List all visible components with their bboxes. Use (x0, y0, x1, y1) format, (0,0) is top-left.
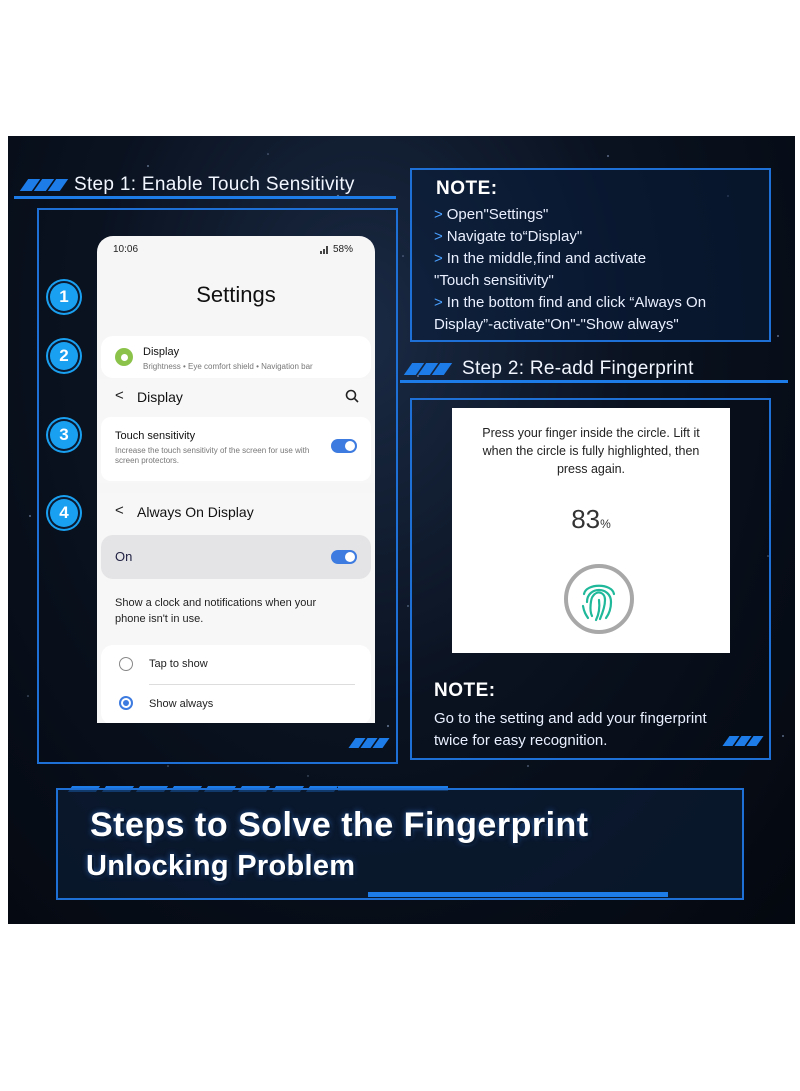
touch-sensitivity-label: Touch sensitivity (115, 430, 196, 442)
banner-title-line1: Steps to Solve the Fingerprint (90, 806, 589, 844)
show-always-radio[interactable] (119, 696, 133, 710)
corner-chevron-icon (726, 736, 760, 746)
aod-on-row[interactable] (101, 535, 371, 579)
corner-chevron-icon (352, 738, 386, 748)
step-number-2: 2 (50, 342, 78, 370)
status-battery-area (320, 244, 353, 255)
step-number-1: 1 (50, 283, 78, 311)
back-arrow-icon[interactable]: < (115, 502, 124, 519)
touch-sensitivity-toggle[interactable] (331, 439, 357, 453)
step1-header (24, 174, 355, 196)
step2-title: Step 2: Re-add Fingerprint (462, 358, 694, 379)
signal-icon (320, 246, 330, 254)
aod-description: Show a clock and notifications when your phone isn't in use. (115, 597, 317, 625)
title-banner (56, 788, 744, 900)
note2-line-2: twice for easy recognition. (434, 732, 608, 749)
banner-title-line2: Unlocking Problem (86, 850, 356, 882)
note1-title: NOTE: (436, 178, 498, 199)
fingerprint-instructions: Press your finger inside the circle. Lift it when the circle is fully highlighted, then press again. (482, 426, 700, 476)
display-settings-icon (115, 348, 133, 366)
step-number-3: 3 (50, 421, 78, 449)
settings-title: Settings (196, 282, 276, 307)
option-divider (149, 684, 355, 685)
aod-options (101, 645, 371, 723)
note1-line-5: > In the bottom find and click “Always On (434, 294, 707, 311)
touch-sensitivity-description: Increase the touch sensitivity of the screen for use with screen protectors. (115, 446, 310, 465)
note1-panel (410, 168, 771, 342)
step1-title: Step 1: Enable Touch Sensitivity (74, 174, 355, 195)
step1-underline (14, 196, 396, 199)
step2-underline (400, 380, 788, 383)
chevron-arrows-icon (408, 363, 448, 375)
note1-line-6: Display”-activate"On"-"Show always" (434, 316, 679, 333)
note1-line-4: "Touch sensitivity" (434, 272, 554, 289)
step-number-4: 4 (50, 499, 78, 527)
note1-line-2: > Navigate to“Display" (434, 228, 583, 245)
note2-title: NOTE: (434, 680, 496, 701)
infographic-poster (8, 136, 795, 924)
status-time: 10:06 (113, 244, 139, 255)
note1-line-3: > In the middle,find and activate (434, 250, 647, 267)
display-item-label: Display (143, 346, 180, 358)
chevron-arrows-icon (24, 179, 64, 191)
aod-screen-title: Always On Display (137, 504, 254, 520)
always-on-display-screenshot (97, 493, 375, 723)
fingerprint-sensor-circle[interactable] (564, 564, 634, 634)
display-screen-title: Display (137, 389, 183, 405)
fingerprint-screenshot (452, 408, 730, 653)
search-icon[interactable] (345, 389, 359, 403)
display-menu-item[interactable] (101, 336, 371, 378)
tap-to-show-label: Tap to show (149, 658, 208, 670)
banner-bottom-line (368, 892, 668, 897)
show-always-label: Show always (149, 698, 214, 710)
aod-on-label: On (115, 549, 133, 564)
note2-line-1: Go to the setting and add your fingerprint (434, 710, 707, 727)
back-arrow-icon[interactable]: < (115, 387, 124, 404)
display-screenshot (97, 379, 375, 483)
fingerprint-progress: 83% (571, 504, 611, 534)
aod-on-toggle[interactable] (331, 550, 357, 564)
display-item-subtitle: Brightness • Eye comfort shield • Navigation bar (143, 362, 313, 371)
note1-line-1: > Open"Settings" (434, 206, 549, 223)
tap-to-show-radio[interactable] (119, 657, 133, 671)
battery-percent: 58% (332, 244, 353, 255)
step2-header (408, 358, 694, 380)
fingerprint-icon (578, 576, 620, 622)
touch-sensitivity-row[interactable] (101, 417, 371, 481)
